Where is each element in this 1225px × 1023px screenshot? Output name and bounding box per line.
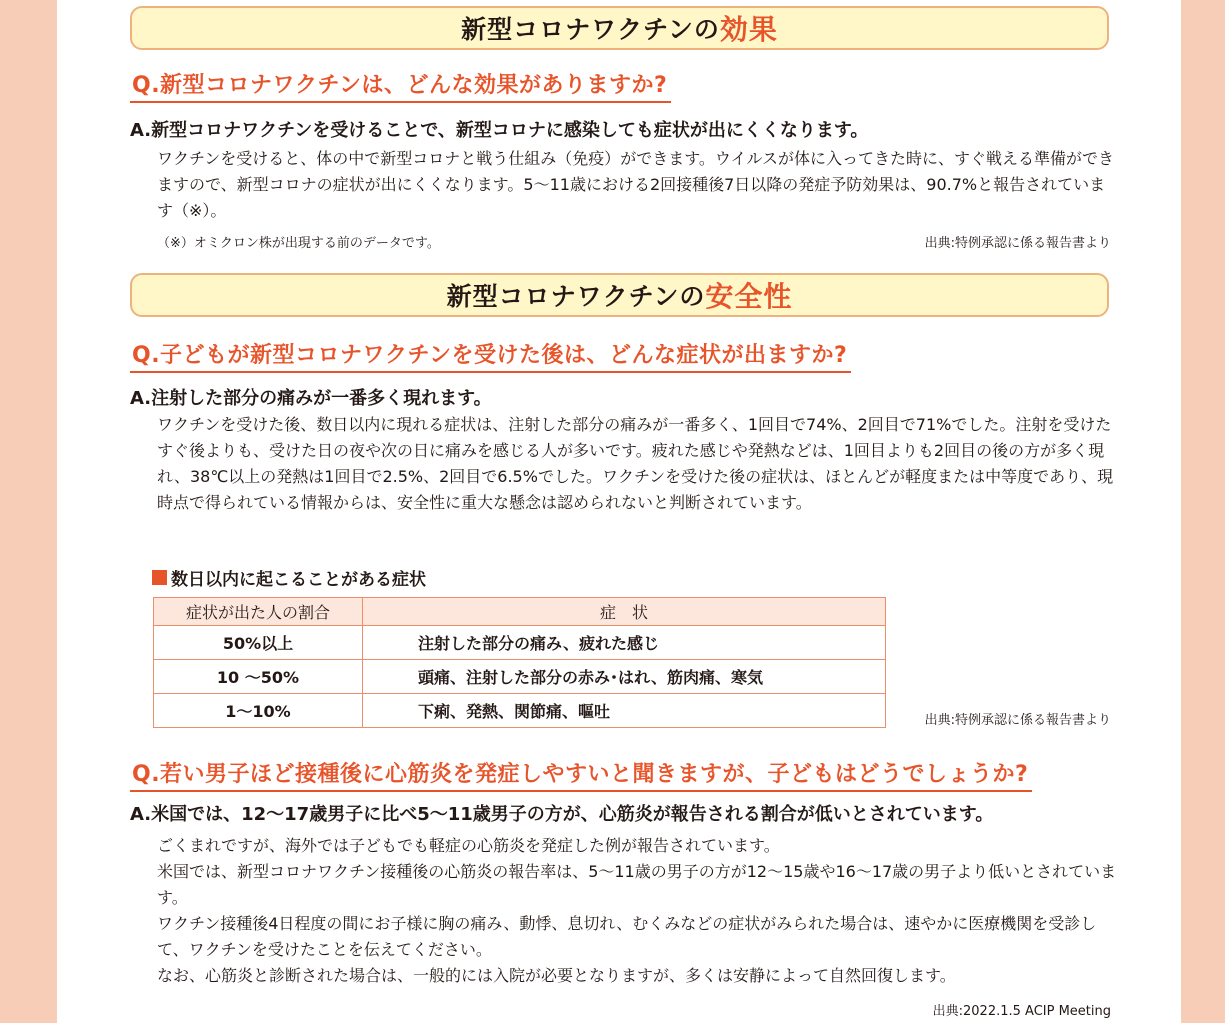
body-safety: ワクチンを受けた後、数日以内に現れる症状は、注射した部分の痛みが一番多く、1回目で74%、2回目で71%でした。注射を受けたすぐ後よりも、受けた日の夜や次の日に痛みを感じる人が多いです。疲れた感じや発熱などは、1回目よりも2回目の後の方が多く現れ、38℃以上の発熱は1回目で2.5%、2回目で6.5%でした。ワクチンを受けた後の症状は、ほとんどが軽度または中等度であり、現時点で得られている情報からは、安全性に重大な懸念は認められないと判断されています。	[157, 415, 1114, 512]
paragraph: 米国では、新型コロナワクチン接種後の心筋炎の報告率は、5～11歳の男子の方が12～15歳や16～17歳の男子より低いとされています。	[157, 862, 1117, 907]
answer-myocarditis: A.米国では、12～17歳男子に比べ5～11歳男子の方が、心筋炎が報告される割合が低いとされています。	[130, 804, 994, 825]
question-safety: Q.子どもが新型コロナワクチンを受けた後は、どんな症状が出ますか?	[130, 338, 851, 373]
banner-accent: 効果	[719, 13, 778, 46]
footnote: （※）オミクロン株が出現する前のデータです。	[157, 236, 440, 251]
symptom-cell: 頭痛、注射した部分の赤み･はれ、筋肉痛、寒気	[363, 660, 886, 694]
answer-efficacy: A.新型コロナワクチンを受けることで、新型コロナに感染しても症状が出にくくなります。	[130, 120, 869, 141]
table-header-row	[154, 598, 886, 626]
symptom-cell: 注射した部分の痛み、疲れた感じ	[363, 626, 886, 660]
banner-text: 新型コロナワクチンの	[461, 15, 720, 44]
table-row	[154, 694, 886, 728]
paragraph: なお、心筋炎と診断された場合は、一般的には入院が必要となりますが、多くは安静によって自然回復します。	[157, 966, 956, 985]
rate-cell: 1～10%	[154, 694, 363, 728]
source-myocarditis: 出典:2022.1.5 ACIP Meeting	[932, 1004, 1111, 1019]
answer-safety: A.注射した部分の痛みが一番多く現れます。	[130, 388, 492, 409]
source-efficacy: 出典:特例承認に係る報告書より	[924, 236, 1111, 251]
symptoms-table	[153, 597, 886, 728]
symptom-cell: 下痢、発熱、関節痛、嘔吐	[363, 694, 886, 728]
table-row	[154, 660, 886, 694]
body-myocarditis	[157, 833, 1117, 989]
paragraph: ごくまれですが、海外では子どもでも軽症の心筋炎を発症した例が報告されています。	[157, 836, 780, 855]
table-title	[152, 565, 426, 590]
banner-text: 新型コロナワクチンの	[446, 282, 706, 311]
section-banner-safety	[130, 273, 1109, 317]
rate-cell: 50%以上	[154, 626, 363, 660]
header-rate: 症状が出た人の割合	[154, 598, 363, 626]
paragraph: ワクチン接種後4日程度の間にお子様に胸の痛み、動悸、息切れ、むくみなどの症状がみられた場合は、速やかに医療機関を受診して、ワクチンを受けたことを伝えてください。	[157, 914, 1097, 959]
rate-cell: 10 ～50%	[154, 660, 363, 694]
source-safety: 出典:特例承認に係る報告書より	[924, 713, 1111, 728]
body-efficacy: ワクチンを受けると、体の中で新型コロナと戦う仕組み（免疫）ができます。ウイルスが体に入ってきた時に、すぐ戦える準備ができますので、新型コロナの症状が出にくくなります。5～11歳における2回接種後7日以降の発症予防効果は、90.7%と報告されています（※）。	[157, 149, 1114, 220]
banner-accent: 安全性	[705, 280, 793, 313]
question-efficacy: Q.新型コロナワクチンは、どんな効果がありますか?	[130, 68, 671, 103]
square-bullet-icon	[152, 570, 167, 585]
table-row	[154, 626, 886, 660]
document-page	[57, 0, 1181, 1023]
table-title-text: 数日以内に起こることがある症状	[171, 570, 426, 590]
header-symptoms: 症 状	[363, 598, 886, 626]
section-banner-efficacy	[130, 6, 1109, 50]
question-myocarditis: Q.若い男子ほど接種後に心筋炎を発症しやすいと聞きますが、子どもはどうでしょうか?	[130, 757, 1032, 792]
